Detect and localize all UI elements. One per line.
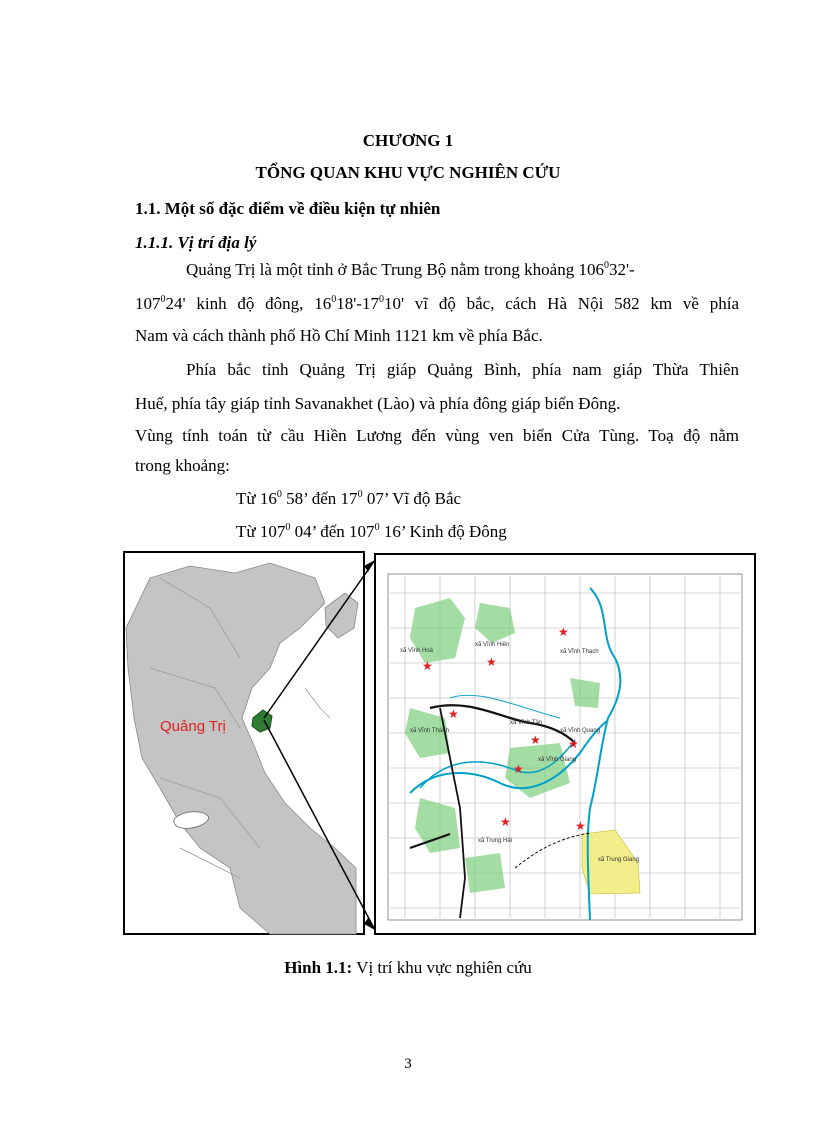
star-marker: ★ [448, 707, 459, 721]
section-heading: 1.1. Một số đặc điểm về điều kiện tự nhiên [135, 199, 441, 218]
star-marker: ★ [558, 625, 569, 639]
latitude-range: Từ $16^0$ 58’ đến $17^0$ 07’ Vĩ độ Bắc [236, 489, 462, 508]
para3-line1: Vùng tính toán từ cầu Hiền Lương đến vùng ven biển Cửa Tùng. Toạ độ nằm [135, 426, 739, 445]
commune-label: xã Vĩnh Giang [538, 757, 577, 763]
province-label: Quảng Trị [160, 718, 226, 735]
chapter-heading: CHƯƠNG 1 [362, 131, 454, 150]
arrow-head-top [364, 560, 375, 572]
star-marker: ★ [486, 655, 497, 669]
figure-caption: Hình 1.1: Vị trí khu vực nghiên cứu [284, 958, 532, 977]
commune-label: xã Vĩnh Thạch [560, 649, 599, 655]
para2-line1: Phía bắc tỉnh Quảng Trị giáp Quảng Bình, phía nam giáp Thừa Thiên [186, 360, 739, 379]
commune-label: xã Vĩnh Hiền [475, 642, 510, 648]
star-marker: ★ [568, 737, 579, 751]
chapter-title: TỔNG QUAN KHU VỰC NGHIÊN CỨU [255, 163, 561, 182]
para2-line2: Huế, phía tây giáp tỉnh Savanakhet (Lào) và phía đông giáp biển Đông. [135, 394, 621, 413]
commune-label: xã Trung Hải [478, 838, 513, 844]
location-figure [120, 548, 760, 940]
star-marker: ★ [513, 762, 524, 776]
para1-line3: Nam và cách thành phố Hồ Chí Minh 1121 km về phía Bắc. [135, 326, 543, 345]
para1-line1: Quảng Trị là một tỉnh ở Bắc Trung Bộ nằm trong khoảng $106^032'-$ [186, 260, 635, 279]
star-marker: ★ [500, 815, 511, 829]
commune-label: xã Vĩnh Hoà [400, 648, 434, 654]
star-marker: ★ [422, 659, 433, 673]
commune-label: xã Vĩnh Thành [410, 728, 449, 734]
commune-label: xã Vĩnh Tân [510, 720, 543, 726]
star-marker: ★ [575, 819, 586, 833]
commune-label: xã Vĩnh Quang [560, 728, 601, 734]
subsection-heading: 1.1.1. Vị trí địa lý [135, 233, 257, 252]
commune-label: xã Trung Giang [598, 857, 640, 863]
para1-line2: $107^024'$ kinh độ đông, $16^018'-17^010'$ vĩ độ bắc, cách Hà Nội 582 km về phía [135, 294, 739, 313]
longitude-range: Từ $107^0$ 04’ đến $107^0$ 16’ Kinh độ Đông [236, 522, 507, 541]
star-marker: ★ [530, 733, 541, 747]
page-number: 3 [404, 1056, 412, 1072]
para3-line2: trong khoảng: [135, 456, 230, 475]
